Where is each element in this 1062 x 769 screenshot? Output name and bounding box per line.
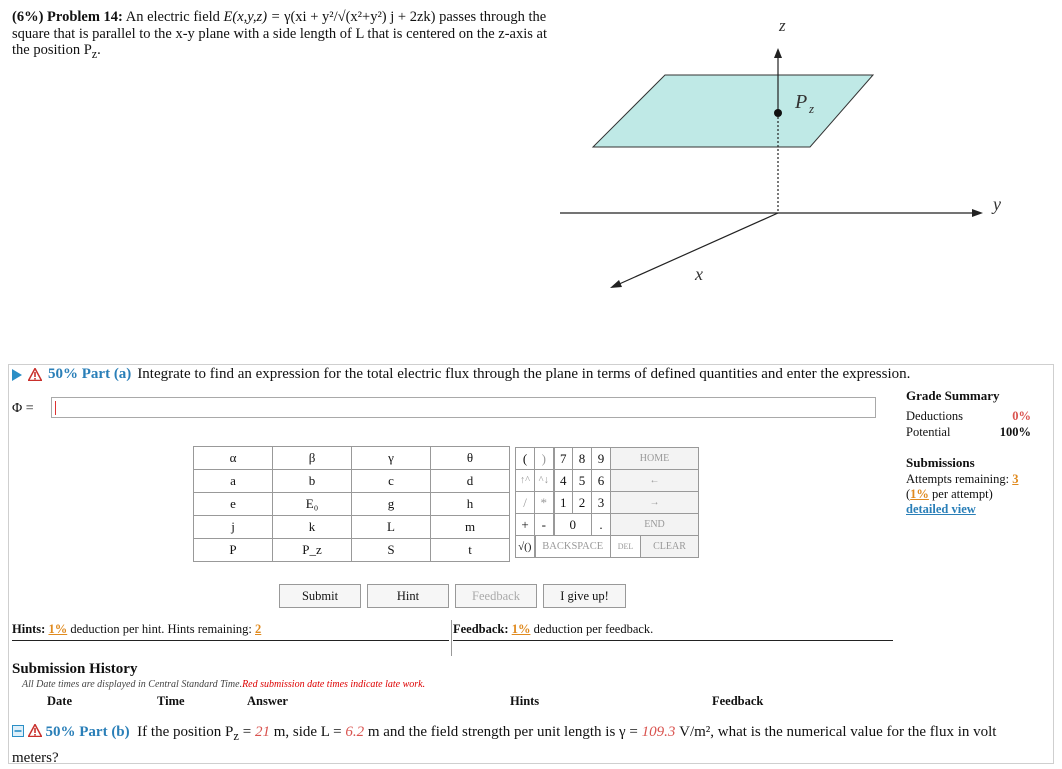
key-divide[interactable]: / bbox=[516, 492, 535, 514]
hints-text: deduction per hint. Hints remaining: bbox=[70, 622, 252, 636]
feedback-pct: 1% bbox=[511, 622, 531, 636]
key-k[interactable]: k bbox=[273, 516, 352, 539]
key-gamma[interactable]: γ bbox=[352, 447, 431, 470]
problem-sub: z bbox=[91, 46, 98, 61]
key-a[interactable]: a bbox=[194, 470, 273, 493]
part-a-header bbox=[12, 366, 1012, 383]
part-b-text-1: If the position P bbox=[137, 724, 234, 740]
part-b-sub: z bbox=[233, 729, 239, 743]
note-late: Red submission date times indicate late work. bbox=[242, 679, 426, 690]
key-minus[interactable]: - bbox=[535, 514, 554, 536]
hints-pct: 1% bbox=[48, 622, 68, 636]
potential-value: 100% bbox=[999, 425, 1031, 439]
key-e0[interactable]: E₀ bbox=[273, 493, 352, 516]
key-alpha[interactable]: α bbox=[194, 447, 273, 470]
attempts-value: 3 bbox=[1012, 472, 1019, 486]
numeric-keypad bbox=[515, 447, 699, 558]
key-close-paren[interactable]: ) bbox=[535, 448, 554, 470]
col-date: Date bbox=[47, 694, 72, 708]
key-clear[interactable]: CLEAR bbox=[641, 536, 699, 558]
hints-remaining: 2 bbox=[255, 622, 262, 636]
key-j[interactable]: j bbox=[194, 516, 273, 539]
key-m[interactable]: m bbox=[431, 516, 510, 539]
feedback-text: deduction per feedback. bbox=[533, 622, 654, 636]
part-b-text-3: m, side L = bbox=[269, 724, 346, 740]
feedback-info bbox=[453, 622, 893, 641]
problem-label: Problem 14: bbox=[47, 9, 123, 25]
key-sqrt[interactable]: √() bbox=[516, 536, 535, 558]
symbol-keyboard bbox=[193, 446, 510, 562]
key-multiply[interactable]: * bbox=[535, 492, 554, 514]
part-b-text-5: V/m², what is the numerical value for the flux in volt meters? bbox=[12, 724, 997, 766]
key-down-caret[interactable]: ^↓ bbox=[535, 470, 554, 492]
key-backspace[interactable]: BACKSPACE bbox=[535, 536, 611, 558]
play-icon[interactable] bbox=[12, 369, 22, 381]
field-rhs: γ(xi + y²/√(x²+y²) j + 2zk) bbox=[284, 9, 436, 25]
col-feedback: Feedback bbox=[712, 694, 764, 708]
axis-y-label: y bbox=[993, 194, 1001, 214]
note-timezone: All Date times are displayed in Central Standard Time. bbox=[22, 679, 243, 690]
feedback-label: Feedback: bbox=[453, 622, 509, 636]
part-a-prompt: Integrate to find an expression for the total electric flux through the plane in terms of defined quantities and enter the expression. bbox=[137, 366, 911, 382]
plane-label-sub: z bbox=[809, 101, 815, 116]
key-home[interactable]: HOME bbox=[611, 448, 699, 470]
key-7[interactable]: 7 bbox=[554, 448, 573, 470]
input-caret bbox=[55, 401, 56, 415]
submissions-panel bbox=[906, 455, 1031, 517]
submit-button[interactable]: Submit bbox=[279, 584, 361, 608]
key-open-paren[interactable]: ( bbox=[516, 448, 535, 470]
key-d[interactable]: d bbox=[431, 470, 510, 493]
key-up-caret[interactable]: ↑^ bbox=[516, 470, 535, 492]
key-6[interactable]: 6 bbox=[592, 470, 611, 492]
field-lhs: E(x,y,z) = bbox=[223, 9, 281, 25]
part-b-text-2: = bbox=[238, 724, 255, 740]
col-hints: Hints bbox=[510, 694, 540, 708]
key-9[interactable]: 9 bbox=[592, 448, 611, 470]
part-b-header bbox=[12, 721, 1042, 769]
collapse-icon[interactable] bbox=[12, 725, 24, 737]
feedback-button[interactable]: Feedback bbox=[455, 584, 537, 608]
key-h[interactable]: h bbox=[431, 493, 510, 516]
key-theta[interactable]: θ bbox=[431, 447, 510, 470]
submissions-title: Submissions bbox=[906, 455, 975, 470]
key-1[interactable]: 1 bbox=[554, 492, 573, 514]
key-Pz[interactable]: P_z bbox=[273, 539, 352, 562]
submission-history-note bbox=[22, 679, 425, 690]
key-0[interactable]: 0 bbox=[554, 514, 592, 536]
potential-label: Potential bbox=[906, 425, 951, 439]
key-8[interactable]: 8 bbox=[573, 448, 592, 470]
hints-divider bbox=[451, 620, 452, 656]
key-b[interactable]: b bbox=[273, 470, 352, 493]
submission-history-title: Submission History bbox=[12, 661, 138, 677]
problem-end: . bbox=[97, 42, 101, 58]
part-b-pz: 21 bbox=[254, 724, 270, 740]
square-plane bbox=[593, 75, 873, 147]
key-plus[interactable]: + bbox=[516, 514, 535, 536]
detailed-view-link[interactable]: detailed view bbox=[906, 502, 976, 516]
part-a-percent: 50% Part (a) bbox=[48, 366, 132, 382]
problem-rest: passes through the square that is parallel to the x-y plane with a side length of L that is centered on the z-axis at the position P bbox=[12, 9, 547, 58]
hints-label: Hints: bbox=[12, 622, 46, 636]
key-end[interactable]: END bbox=[611, 514, 699, 536]
deductions-value: 0% bbox=[1012, 409, 1031, 423]
answer-input[interactable] bbox=[51, 397, 876, 418]
deductions-label: Deductions bbox=[906, 409, 963, 423]
axis-z-label: z bbox=[779, 16, 786, 35]
key-5[interactable]: 5 bbox=[573, 470, 592, 492]
key-P[interactable]: P bbox=[194, 539, 273, 562]
key-2[interactable]: 2 bbox=[573, 492, 592, 514]
point-pz bbox=[774, 109, 782, 117]
col-answer: Answer bbox=[247, 694, 288, 708]
problem-weight: (6%) bbox=[12, 9, 44, 25]
key-g[interactable]: g bbox=[352, 493, 431, 516]
warning-icon bbox=[28, 368, 42, 381]
col-time: Time bbox=[157, 694, 185, 708]
key-beta[interactable]: β bbox=[273, 447, 352, 470]
give-up-button[interactable]: I give up! bbox=[543, 584, 626, 608]
key-left-arrow[interactable]: ← bbox=[611, 470, 699, 492]
part-b-text-4: m and the field strength per unit length is γ = bbox=[364, 724, 642, 740]
per-attempt-text: per attempt) bbox=[932, 487, 993, 501]
key-3[interactable]: 3 bbox=[592, 492, 611, 514]
key-e[interactable]: e bbox=[194, 493, 273, 516]
grade-summary-title: Grade Summary bbox=[906, 388, 1000, 403]
plane-label: P bbox=[795, 91, 808, 113]
phi-label: Φ = bbox=[12, 401, 34, 416]
problem-statement bbox=[12, 9, 552, 62]
key-dot[interactable]: . bbox=[592, 514, 611, 536]
key-S[interactable]: S bbox=[352, 539, 431, 562]
part-b-gamma: 109.3 bbox=[641, 724, 676, 740]
key-L[interactable]: L bbox=[352, 516, 431, 539]
key-c[interactable]: c bbox=[352, 470, 431, 493]
coordinate-figure bbox=[555, 5, 1035, 295]
key-del[interactable]: DEL bbox=[611, 536, 641, 558]
problem-intro: An electric field bbox=[125, 9, 220, 25]
key-t[interactable]: t bbox=[431, 539, 510, 562]
attempts-label: Attempts remaining: bbox=[906, 472, 1010, 486]
part-b-L: 6.2 bbox=[345, 724, 365, 740]
warning-icon-b bbox=[28, 724, 42, 737]
per-attempt-open: ( bbox=[906, 487, 911, 501]
axis-x-label: x bbox=[695, 264, 703, 284]
hint-button[interactable]: Hint bbox=[367, 584, 449, 608]
per-attempt-pct: 1% bbox=[910, 487, 929, 501]
part-b-percent: 50% Part (b) bbox=[45, 724, 130, 740]
key-right-arrow[interactable]: → bbox=[611, 492, 699, 514]
hints-info bbox=[12, 622, 449, 641]
grade-summary bbox=[906, 388, 1031, 440]
key-4[interactable]: 4 bbox=[554, 470, 573, 492]
